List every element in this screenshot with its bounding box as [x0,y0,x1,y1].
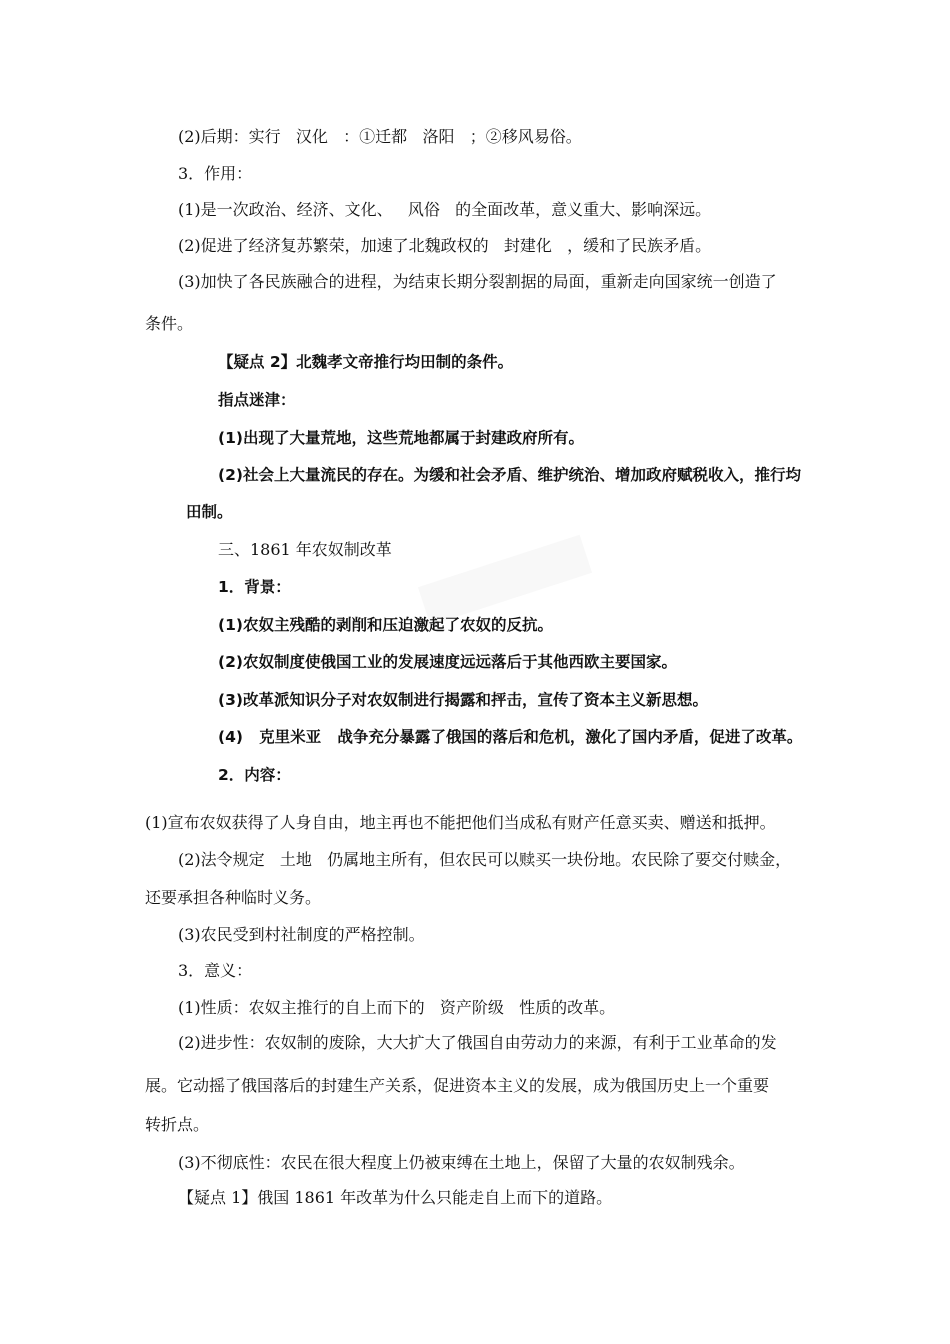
text-line: (2)农奴制度使俄国工业的发展速度远远落后于其他西欧主要国家。 [218,653,677,671]
text-line: 田制。 [186,503,233,521]
text-line: (4) 克里米亚 战争充分暴露了俄国的落后和危机，激化了国内矛盾，促进了改革。 [218,728,803,746]
text-line: 3．作用： [178,164,253,183]
text-line: (3)不彻底性：农民在很大程度上仍被束缚在土地上，保留了大量的农奴制残余。 [178,1153,745,1172]
text-line: (2)促进了经济复苏繁荣，加速了北魏政权的 封建化 ，缓和了民族矛盾。 [178,236,712,255]
text-line: 指点迷津： [218,391,296,409]
watermark [418,535,592,626]
text-line: 还要承担各种临时义务。 [145,888,322,907]
text-line: 2．内容： [218,766,291,784]
text-line: (2)后期：实行 汉化 ：①迁都 洛阳 ；②移风易俗。 [178,127,582,146]
section-heading: 三、1861 年农奴制改革 [218,540,392,559]
text-line: (2)社会上大量流民的存在。为缓和社会矛盾、维护统治、增加政府赋税收入，推行均 [218,466,801,484]
question-heading: 【疑点 2】北魏孝文帝推行均田制的条件。 [218,353,514,371]
text-line: 3．意义： [178,961,253,980]
text-line: (2)法令规定 土地 仍属地主所有，但农民可以赎买一块份地。农民除了要交付赎金， [178,850,792,869]
text-line: 转折点。 [145,1115,210,1134]
text-line: (1)性质：农奴主推行的自上而下的 资产阶级 性质的改革。 [178,998,616,1017]
text-line: (3)加快了各民族融合的进程，为结束长期分裂割据的局面，重新走向国家统一创造了 [178,272,777,291]
text-line: 条件。 [145,314,194,333]
text-line: (1)出现了大量荒地，这些荒地都属于封建政府所有。 [218,429,584,447]
text-line: (3)农民受到村社制度的严格控制。 [178,925,425,944]
text-line: (1)宣布农奴获得了人身自由，地主再也不能把他们当成私有财产任意买卖、赠送和抵押。 [145,813,776,832]
text-line: (3)改革派知识分子对农奴制进行揭露和抨击，宣传了资本主义新思想。 [218,691,708,709]
question-heading: 【疑点 1】俄国 1861 年改革为什么只能走自上而下的道路。 [178,1188,613,1207]
text-line: (1)农奴主残酷的剥削和压迫激起了农奴的反抗。 [218,616,553,634]
text-line: (1)是一次政治、经济、文化、 风俗 的全面改革，意义重大、影响深远。 [178,200,712,219]
text-line: 展。它动摇了俄国落后的封建生产关系，促进资本主义的发展，成为俄国历史上一个重要 [145,1076,770,1095]
text-line: 1．背景： [218,578,291,596]
text-line: (2)进步性：农奴制的废除，大大扩大了俄国自由劳动力的来源，有利于工业革命的发 [178,1033,777,1052]
